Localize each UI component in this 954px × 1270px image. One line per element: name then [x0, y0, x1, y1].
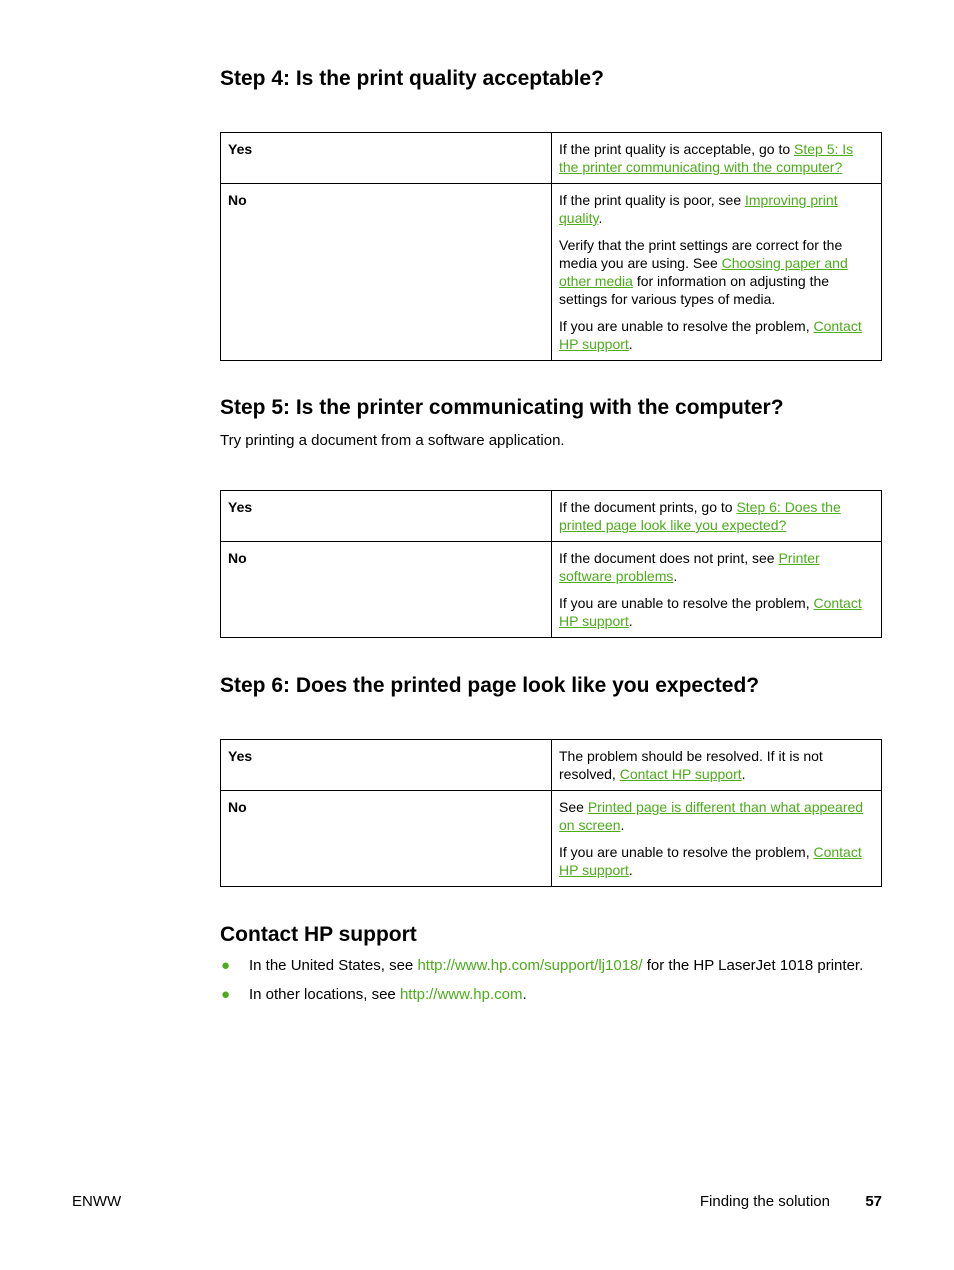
page-number: 57 [865, 1193, 882, 1210]
table-row [221, 133, 882, 184]
no-description: If the print quality is poor, see Improving print quality. Verify that the print settings are correct for the media you are using. See Choosing paper and other media for information on adjusting the settings for various types of media. If you are unable to resolve the problem, Contact HP support. [552, 184, 882, 361]
footer-section-title: Finding the solution [699, 1193, 830, 1210]
step4-table [220, 132, 882, 361]
step5-intro: Try printing a document from a software application. [220, 432, 565, 449]
no-label: No [221, 184, 552, 361]
link-contact-hp-support[interactable]: Contact HP support [559, 595, 862, 629]
link-choosing-paper[interactable]: Choosing paper and other media [559, 255, 848, 289]
no-description: See Printed page is different than what appeared on screen. If you are unable to resolve the problem, Contact HP support. [552, 791, 882, 887]
no-description: If the document does not print, see Printer software problems. If you are unable to resolve the problem, Contact HP support. [552, 542, 882, 638]
no-label: No [221, 791, 552, 887]
contact-list [220, 956, 882, 1014]
link-contact-hp-support[interactable]: Contact HP support [619, 766, 742, 782]
yes-label: Yes [221, 133, 552, 184]
yes-label: Yes [221, 740, 552, 791]
no-label: No [221, 542, 552, 638]
link-printed-page-different[interactable]: Printed page is different than what appeared on screen [559, 799, 864, 833]
table-row [221, 542, 882, 638]
table-row [221, 740, 882, 791]
step5-heading: Step 5: Is the printer communicating with the computer? [220, 396, 784, 419]
list-item: ● In other locations, see http://www.hp.com. [221, 986, 527, 1003]
footer-left-label: ENWW [72, 1193, 122, 1210]
step4-heading: Step 4: Is the print quality acceptable? [220, 67, 604, 90]
link-improving-print-quality[interactable]: Improving print quality [559, 192, 838, 226]
step6-heading: Step 6: Does the printed page look like you expected? [220, 674, 760, 697]
link-step6[interactable]: Step 6: Does the printed page look like you expected? [559, 499, 841, 533]
footer-right [700, 1192, 882, 1211]
contact-heading: Contact HP support [220, 923, 417, 946]
list-item: ● In the United States, see http://www.hp.com/support/lj1018/ for the HP LaserJet 1018 printer. [221, 957, 864, 974]
step6-table [220, 739, 882, 887]
link-printer-software-problems[interactable]: Printer software problems [559, 550, 820, 584]
yes-description: If the print quality is acceptable, go to Step 5: Is the printer communicating with the computer? [552, 133, 882, 184]
table-row [221, 184, 882, 361]
table-row [221, 491, 882, 542]
yes-description: If the document prints, go to Step 6: Does the printed page look like you expected? [552, 491, 882, 542]
bullet-icon: ● [221, 957, 231, 974]
link-hp-com[interactable]: http://www.hp.com [399, 986, 523, 1003]
table-row [221, 791, 882, 887]
yes-description: The problem should be resolved. If it is not resolved, Contact HP support. [552, 740, 882, 791]
step5-table [220, 490, 882, 638]
yes-label: Yes [221, 491, 552, 542]
bullet-icon: ● [221, 986, 231, 1003]
link-hp-support-lj1018[interactable]: http://www.hp.com/support/lj1018/ [417, 957, 643, 974]
link-contact-hp-support[interactable]: Contact HP support [559, 318, 862, 352]
link-step5[interactable]: Step 5: Is the printer communicating with the computer? [559, 141, 854, 175]
link-contact-hp-support[interactable]: Contact HP support [559, 844, 862, 878]
